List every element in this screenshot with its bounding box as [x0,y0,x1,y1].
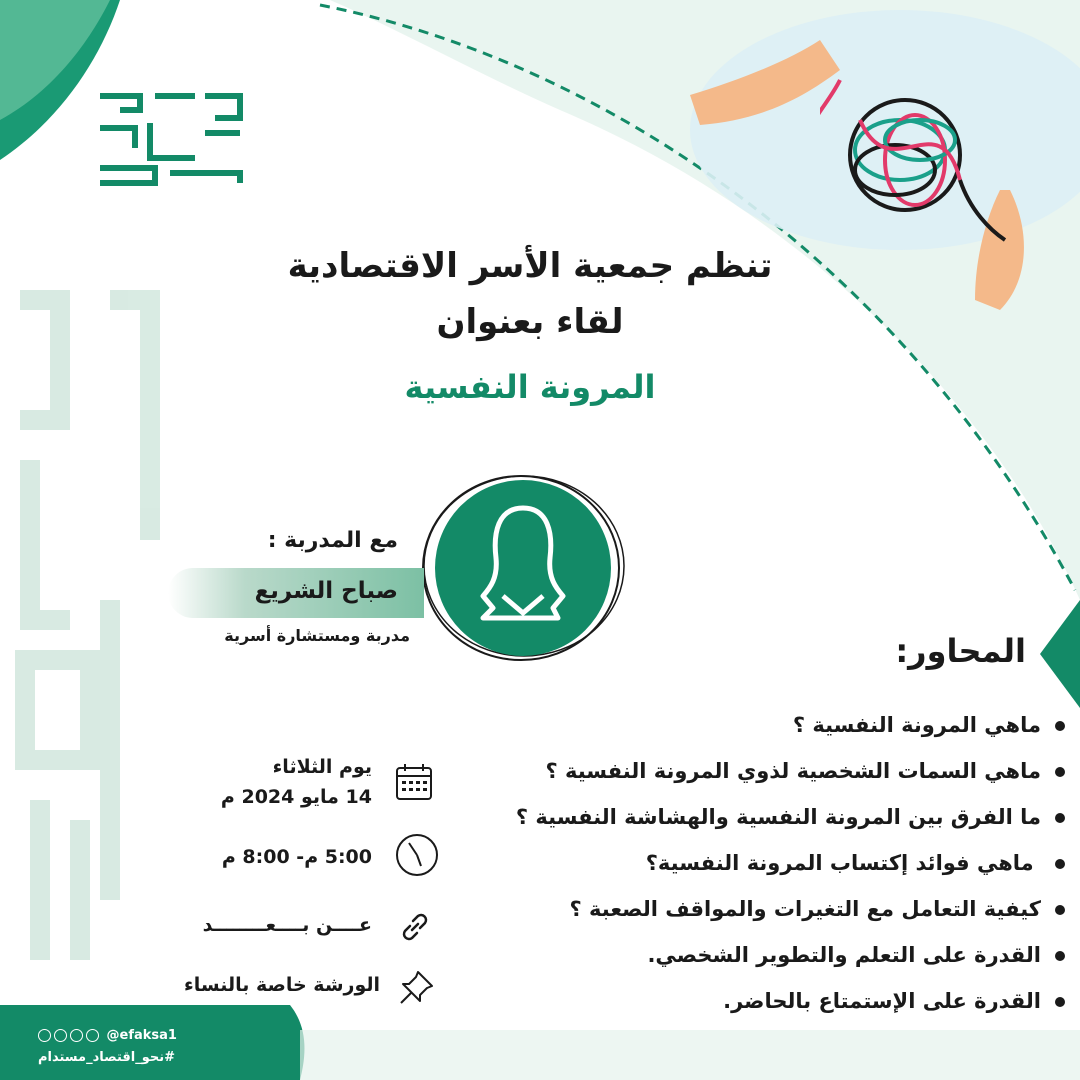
list-item [545,748,1065,794]
trainer-label: مع المدربة : [267,528,398,553]
list-item [620,702,1065,748]
topic-text: ماهي المرونة النفسية ؟ [792,713,1041,737]
event-topic-title: المرونة النفسية [404,368,656,406]
bullet-icon [1055,813,1065,823]
bullet-icon [1055,997,1065,1007]
youtube-icon[interactable] [38,1029,51,1042]
hashtag: #نحو_اقتصاد_مستدام [38,1050,176,1065]
bullet-icon [1055,859,1065,869]
bullet-icon [1055,767,1065,777]
social-handle[interactable] [38,1028,177,1043]
trainer-role: مدربة ومستشارة أسرية [224,626,410,645]
trainer-name: صباح الشريع [254,578,398,604]
topic-text: ماهي فوائد إكتساب المرونة النفسية؟ [645,851,1041,875]
bullet-icon [1055,905,1065,915]
female-avatar-icon [418,468,628,668]
topic-text: كيفية التعامل مع التغيرات والمواقف الصعبة ؟ [569,897,1041,921]
link-icon [398,910,432,944]
handle-text: @efaksa1 [106,1028,177,1043]
list-item [620,978,1065,1024]
list-item [569,886,1065,932]
topic-text: ما الفرق بين المرونة النفسية والهشاشة النفسية ؟ [515,805,1041,829]
topic-text: القدرة على الإستمتاع بالحاضر. [723,989,1041,1013]
association-calligraphy-logo-icon [95,88,245,188]
topic-text: القدرة على التعلم والتطوير الشخصي. [647,943,1041,967]
bullet-icon [1055,721,1065,731]
pin-icon [398,968,436,1006]
axes-title: المحاور: [895,632,1026,670]
topic-text: ماهي السمات الشخصية لذوي المرونة النفسية ؟ [545,759,1041,783]
topics-list [515,702,1065,1024]
snapchat-icon[interactable] [70,1029,83,1042]
instagram-icon[interactable] [86,1029,99,1042]
event-day: يوم الثلاثاء [272,756,372,778]
event-time: 5:00 م- 8:00 م [221,846,372,868]
bullet-icon [1055,951,1065,961]
list-item [620,840,1065,886]
event-title-line2: لقاء بعنوان [436,302,624,342]
event-mode: عــــن بــــعــــــــد [202,914,372,936]
twitter-icon[interactable] [54,1029,67,1042]
tangled-yarn-illustration [820,60,1010,250]
list-item [620,932,1065,978]
event-title-line1: تنظم جمعية الأسر الاقتصادية [287,246,773,286]
event-audience: الورشة خاصة بالنساء [184,974,380,996]
event-date: 14 مايو 2024 م [220,786,372,808]
list-item [515,794,1065,840]
clock-icon [394,832,440,878]
calendar-icon [394,762,434,802]
